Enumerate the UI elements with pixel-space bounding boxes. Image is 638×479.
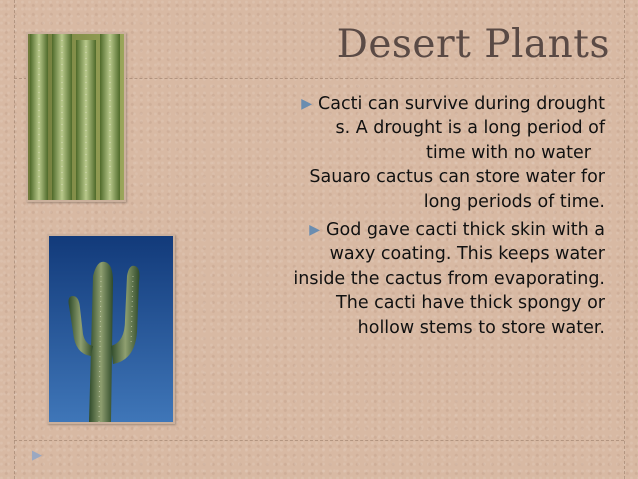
triangle-bullet-icon: ▶ — [301, 96, 313, 112]
bullet-line — [232, 218, 605, 242]
text-line: time with no water — [425, 142, 591, 163]
slide-body — [232, 92, 605, 344]
text-line: Sauaro cactus can store water for — [309, 167, 605, 188]
text-line: The cacti have thick spongy or — [336, 293, 605, 314]
triangle-right-icon[interactable]: ▶ — [32, 448, 42, 463]
cactus-photo-closeup — [26, 32, 126, 202]
text-line: God gave cacti thick skin with a — [325, 220, 605, 241]
bullet-paragraph-2 — [232, 218, 605, 340]
triangle-bullet-icon: ▶ — [309, 222, 320, 239]
frame-line-bottom — [14, 440, 624, 441]
saguaro-photo — [47, 234, 175, 424]
bullet-line — [232, 92, 605, 116]
text-line: inside the cactus from evaporating. — [293, 268, 605, 289]
frame-line-right — [624, 0, 625, 479]
slide-title: Desert Plants — [336, 22, 610, 67]
frame-line-left — [14, 0, 15, 479]
text-line: Cacti can survive during drought — [318, 94, 605, 114]
bullet-paragraph-1 — [232, 92, 605, 214]
text-line: long periods of time. — [423, 191, 605, 212]
text-line: waxy coating. This keeps water — [329, 244, 605, 265]
text-line: hollow stems to store water. — [357, 317, 605, 338]
text-line: s. A drought is a long period of — [335, 118, 605, 139]
